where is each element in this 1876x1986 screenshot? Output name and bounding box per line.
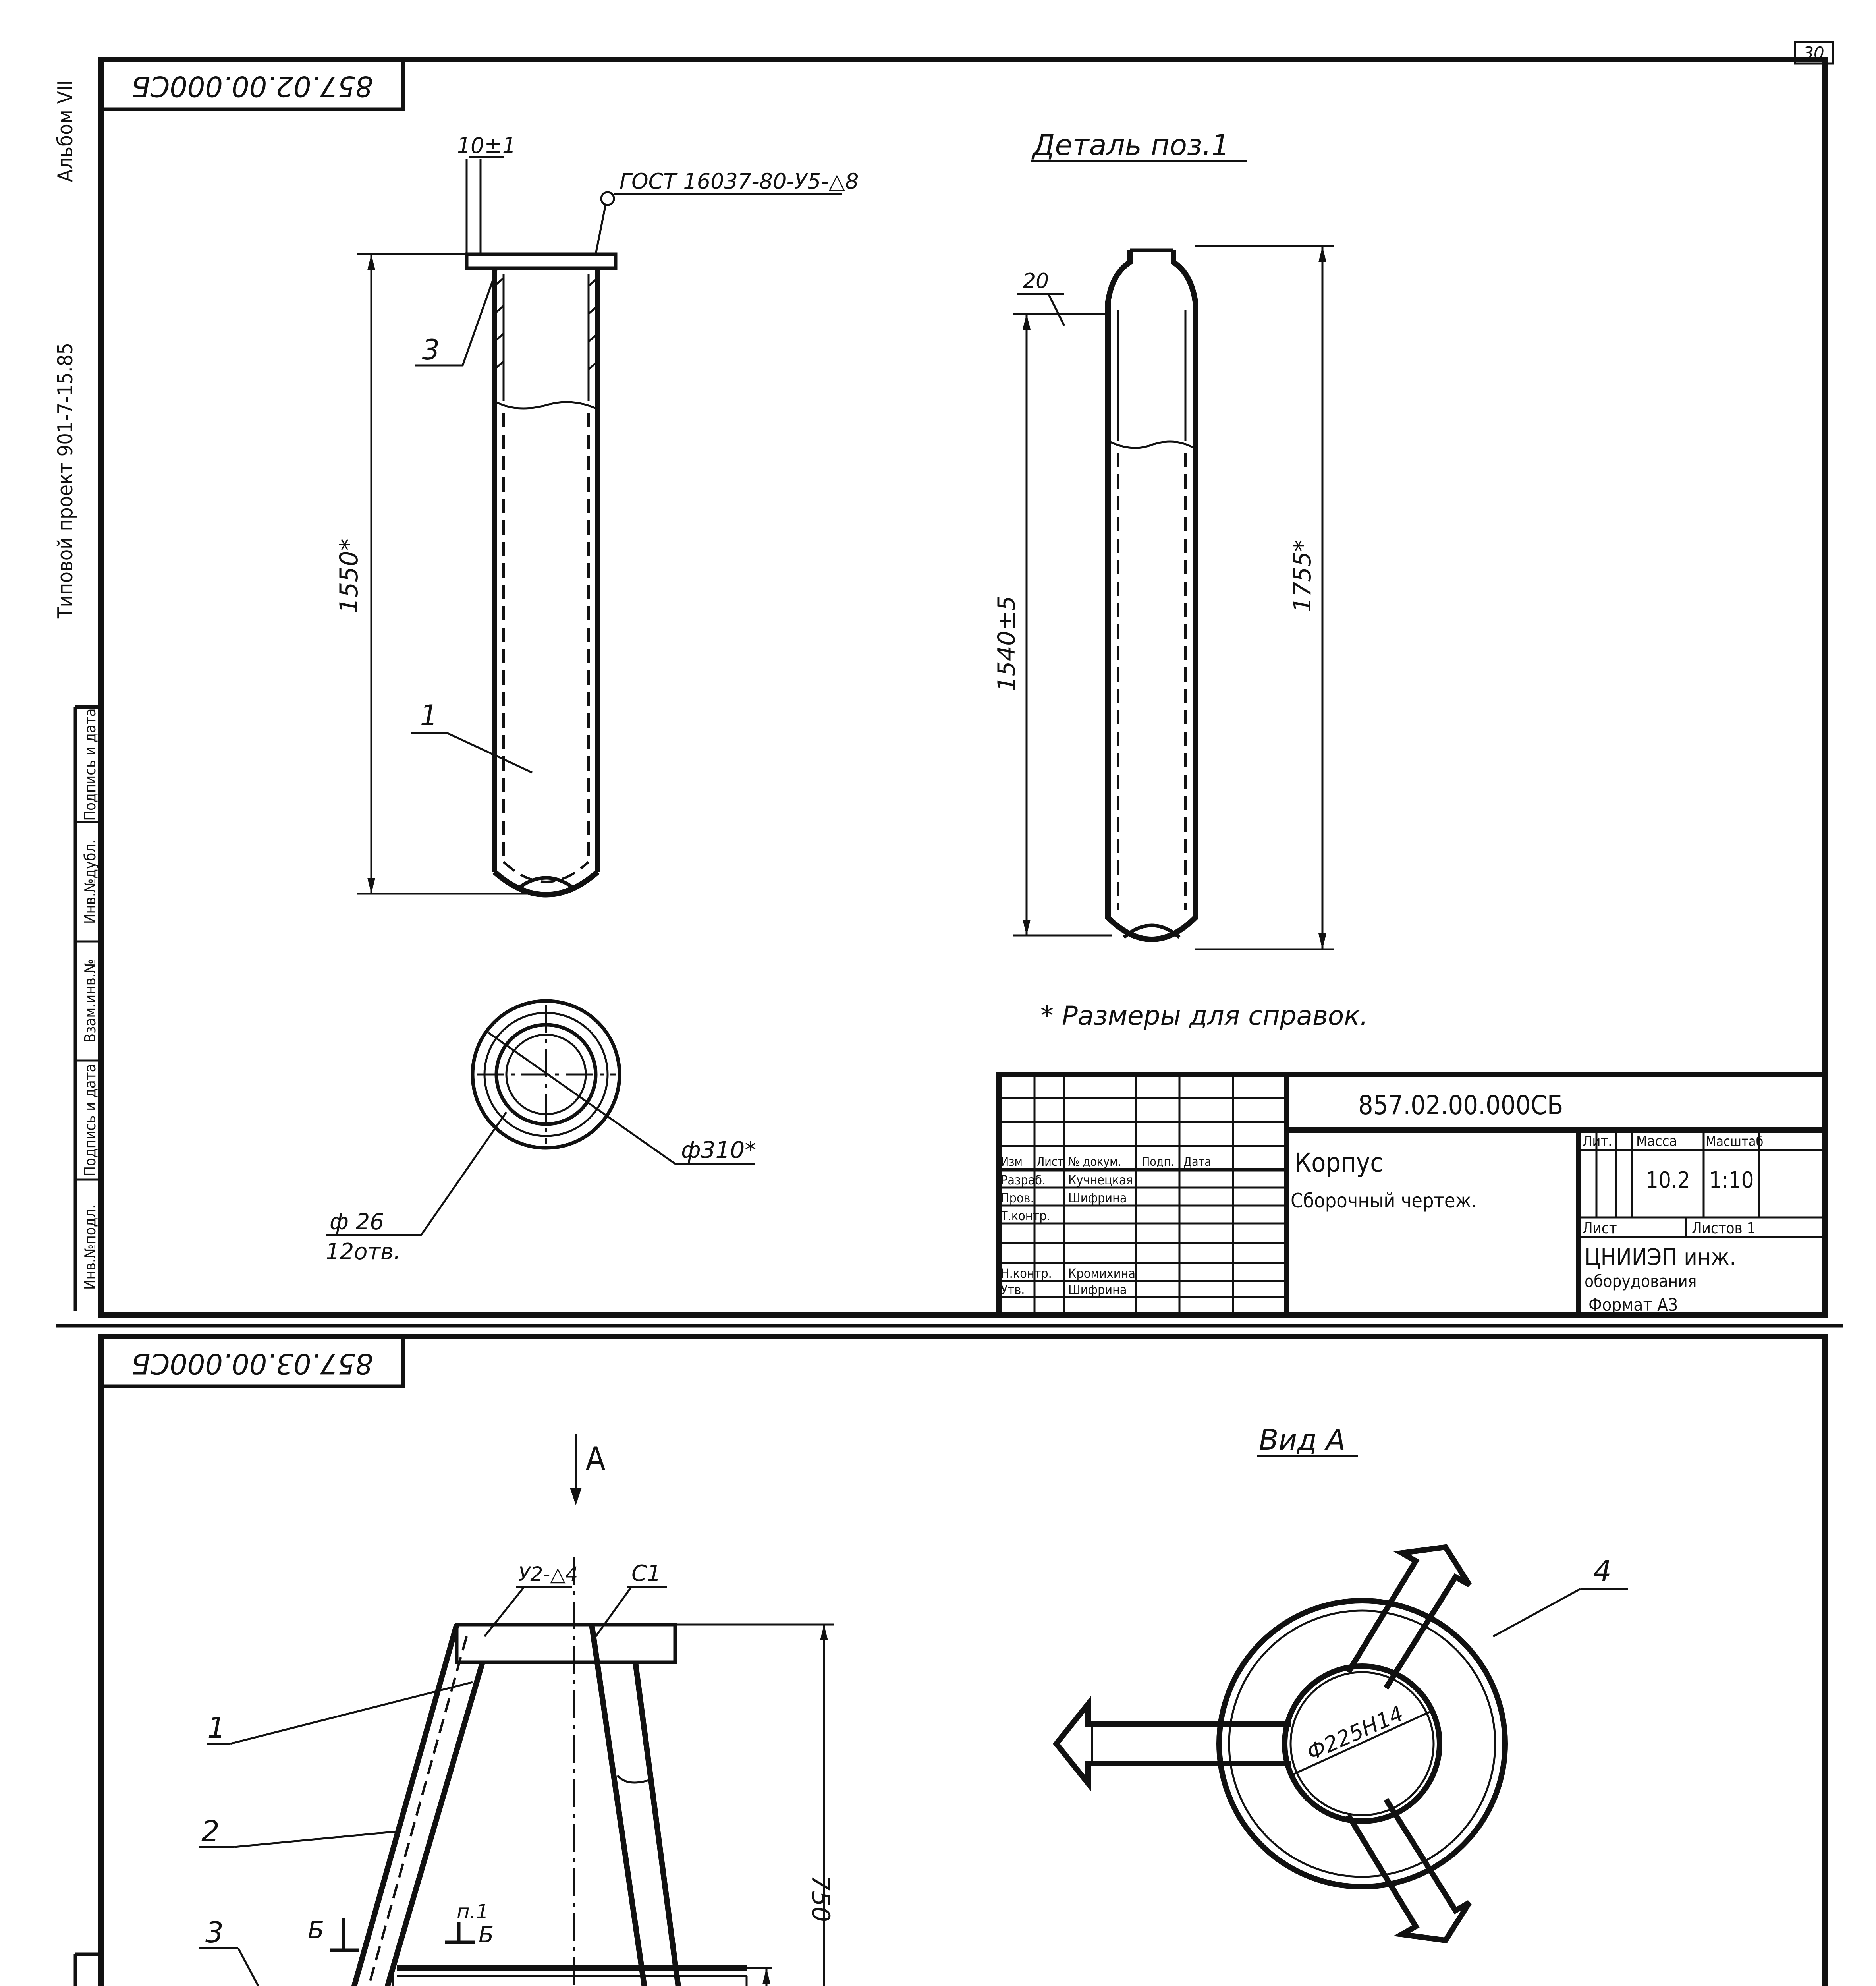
stand-callout-4: 4 [1593, 1554, 1612, 1588]
tb1-name: Корпус [1295, 1148, 1383, 1178]
page-number: 30 [1803, 43, 1824, 63]
dim-hole: ф 26 [330, 1209, 384, 1235]
dim-detail-angle: 20 [1023, 269, 1049, 293]
stand-front-view [199, 1557, 835, 1986]
tb1-row-role: Пров. [1001, 1190, 1034, 1206]
section-p1: п.1 [457, 1900, 489, 1923]
tb1-org: ЦНИИЭП инж. [1585, 1244, 1736, 1271]
weld-top: У2-△4 [518, 1563, 578, 1586]
stand-callout-3: 3 [205, 1916, 224, 1949]
stamp-podpis-1: Подпись и дата [81, 1064, 99, 1177]
stand-callout-1: 1 [207, 1711, 226, 1745]
stamp-podpis-2: Подпись и дата [81, 708, 99, 821]
tb1-row-role: Утв. [1001, 1282, 1025, 1297]
dim-flange: 10±1 [457, 133, 516, 158]
album-label: Альбом VII [54, 80, 77, 182]
sheet2-corner-code: 857.03.00.000СБ [131, 1347, 373, 1380]
detail-pos-1 [993, 128, 1368, 1031]
reference-note: * Размеры для справок. [1040, 1001, 1368, 1031]
sheet1 [101, 60, 1825, 1315]
sheet1-frame [101, 60, 1825, 1315]
weld-c1: С1 [631, 1561, 661, 1586]
callout-1: 1 [420, 699, 438, 732]
tb1-mass: 10.2 [1645, 1167, 1691, 1193]
sheet2 [101, 1337, 1825, 1986]
dim-detail-len2: 1755* [1289, 539, 1316, 612]
view-a [1056, 1423, 1628, 1940]
view-arrow-label: А [586, 1440, 606, 1477]
tb1-col-izm: Изм [1001, 1155, 1023, 1169]
tb1-subtitle: Сборочный чертеж. [1291, 1189, 1477, 1212]
left-margin [54, 80, 101, 1986]
section-mark-left: Б [308, 1916, 324, 1944]
tb1-scale-label: Масштаб [1706, 1134, 1764, 1149]
tb1-row-name: Кучнецкая [1068, 1173, 1133, 1188]
stamp-vzam: Взам.инв.№ [81, 959, 99, 1043]
tb1-row-name: Шифрина [1068, 1190, 1127, 1206]
tb1-org2: оборудования [1585, 1271, 1697, 1291]
tb1-row-role: Разраб. [1001, 1173, 1046, 1188]
tube-assembly [334, 133, 859, 895]
dim-inner-dia: Ф225Н14 [1303, 1700, 1407, 1766]
tb1-row-role: Т.контр. [1001, 1208, 1050, 1223]
view-a-title: Вид А [1259, 1423, 1346, 1457]
flange-plan-view [326, 1001, 756, 1265]
tb1-scale: 1:10 [1709, 1167, 1754, 1193]
tb1-col-doc: № докум. [1068, 1155, 1121, 1169]
dim-height: 750 [806, 1875, 835, 1922]
stamp-inv-dubl: Инв.№дубл. [81, 839, 99, 924]
tb1-sheets-label: Листов 1 [1692, 1219, 1756, 1237]
tb1-col-podp: Подп. [1142, 1155, 1174, 1169]
tb1-row-role: Н.контр. [1001, 1266, 1052, 1281]
dim-outer-dia: ф310* [681, 1136, 757, 1163]
dim-length-ref: 1550* [334, 538, 363, 614]
detail-title: Деталь поз.1 [1033, 128, 1230, 162]
section-mark-right: Б [479, 1922, 494, 1948]
sheet-frames [56, 42, 1843, 1986]
stamp-inv-podl: Инв.№подл. [81, 1204, 99, 1290]
tb1-row-name: Шифрина [1068, 1282, 1127, 1297]
tb1-col-data: Дата [1183, 1155, 1211, 1169]
dim-hole-count: 12отв. [326, 1239, 401, 1265]
tb1-code: 857.02.00.000СБ [1358, 1090, 1563, 1121]
sheet1-corner-code: 857.02.00.000СБ [131, 70, 373, 102]
dim-detail-len1: 1540±5 [993, 595, 1021, 692]
tb1-format: Формат А3 [1588, 1295, 1678, 1315]
callout-3: 3 [422, 334, 440, 366]
tb1-col-list: Лист [1036, 1155, 1064, 1169]
sheet2-frame [101, 1337, 1825, 1986]
tb1-lit-label: Лит. [1583, 1133, 1612, 1149]
title-block-1 [999, 1074, 1825, 1315]
tb1-sheet-label: Лист [1583, 1219, 1617, 1237]
tb1-row-name: Кромихина [1068, 1266, 1135, 1281]
project-label: Типовой проект 901-7-15.85 [54, 342, 77, 619]
tb1-mass-label: Масса [1636, 1133, 1677, 1149]
stand-callout-2: 2 [201, 1814, 220, 1848]
gost-weld-spec: ГОСТ 16037-80-У5-△8 [620, 169, 859, 194]
